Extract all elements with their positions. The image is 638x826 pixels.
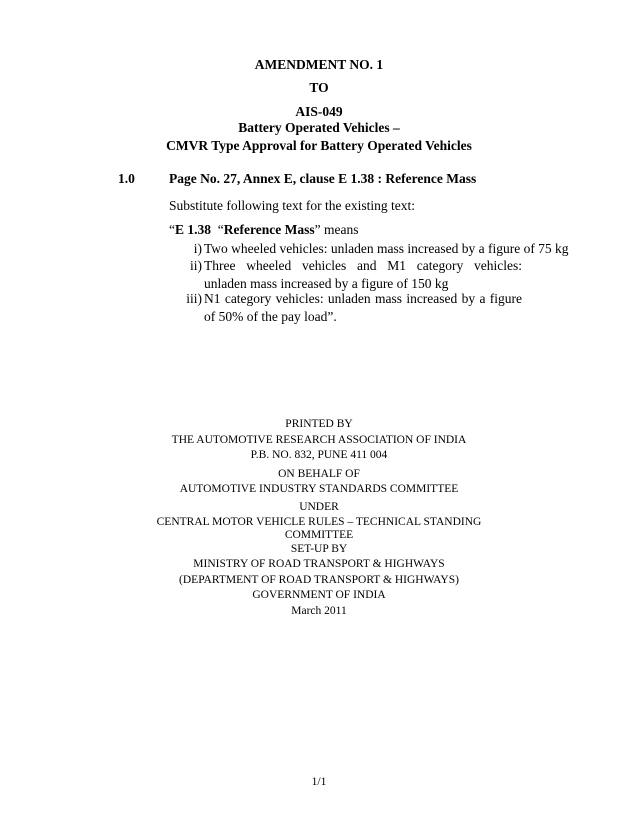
- section-instruction: Substitute following text for the existing text:: [169, 198, 415, 213]
- imprint-cmvr-line1: CENTRAL MOTOR VEHICLE RULES – TECHNICAL STANDING: [156, 516, 482, 528]
- list-item: [182, 257, 522, 293]
- imprint-on-behalf: ON BEHALF OF: [278, 468, 360, 480]
- imprint-government: GOVERNMENT OF INDIA: [252, 589, 386, 601]
- section-number: 1.0: [118, 171, 135, 186]
- standard-title: CMVR Type Approval for Battery Operated Vehicles: [166, 138, 472, 153]
- imprint-committee: AUTOMOTIVE INDUSTRY STANDARDS COMMITTEE: [179, 483, 459, 495]
- list-item-text: Three wheeled vehicles and M1 category vehicles: unladen mass increased by a figure of 150 kg: [204, 258, 522, 291]
- list-item: [182, 240, 569, 258]
- clause-id: E 1.38: [175, 222, 212, 237]
- list-item-number: ii): [190, 258, 202, 273]
- list-item-number: iii): [186, 291, 202, 306]
- clause-open-quote: “: [169, 222, 175, 237]
- standard-number: AIS-049: [295, 104, 343, 119]
- amendment-to: TO: [309, 80, 329, 95]
- list-item-number: i): [193, 241, 202, 256]
- imprint-under: UNDER: [299, 501, 339, 513]
- clause-term: Reference Mass: [223, 222, 315, 237]
- list-item-text: N1 category vehicles: unladen mass increased by a figure of 50% of the pay load”.: [204, 291, 522, 324]
- imprint-cmvr-line2: COMMITTEE: [284, 529, 354, 541]
- imprint-organization: THE AUTOMOTIVE RESEARCH ASSOCIATION OF INDIA: [171, 434, 467, 446]
- clause-rest: ” means: [314, 222, 359, 237]
- amendment-title: AMENDMENT NO. 1: [254, 57, 384, 72]
- imprint-address: P.B. NO. 832, PUNE 411 004: [250, 449, 388, 461]
- standard-subtitle: Battery Operated Vehicles –: [238, 120, 400, 135]
- list-item: [182, 290, 522, 326]
- clause-line: [169, 222, 358, 238]
- imprint-department: (DEPARTMENT OF ROAD TRANSPORT & HIGHWAYS): [179, 574, 459, 586]
- imprint-date: March 2011: [291, 605, 347, 617]
- imprint-setup-by: SET-UP BY: [290, 543, 348, 555]
- imprint-printed-by: PRINTED BY: [285, 418, 353, 430]
- clause-term-open-quote: “: [211, 222, 224, 237]
- section-heading: Page No. 27, Annex E, clause E 1.38 : Reference Mass: [169, 171, 477, 186]
- page-number: 1/1: [311, 776, 327, 788]
- imprint-ministry: MINISTRY OF ROAD TRANSPORT & HIGHWAYS: [193, 558, 445, 570]
- list-item-text: Two wheeled vehicles: unladen mass increased by a figure of 75 kg: [204, 241, 569, 256]
